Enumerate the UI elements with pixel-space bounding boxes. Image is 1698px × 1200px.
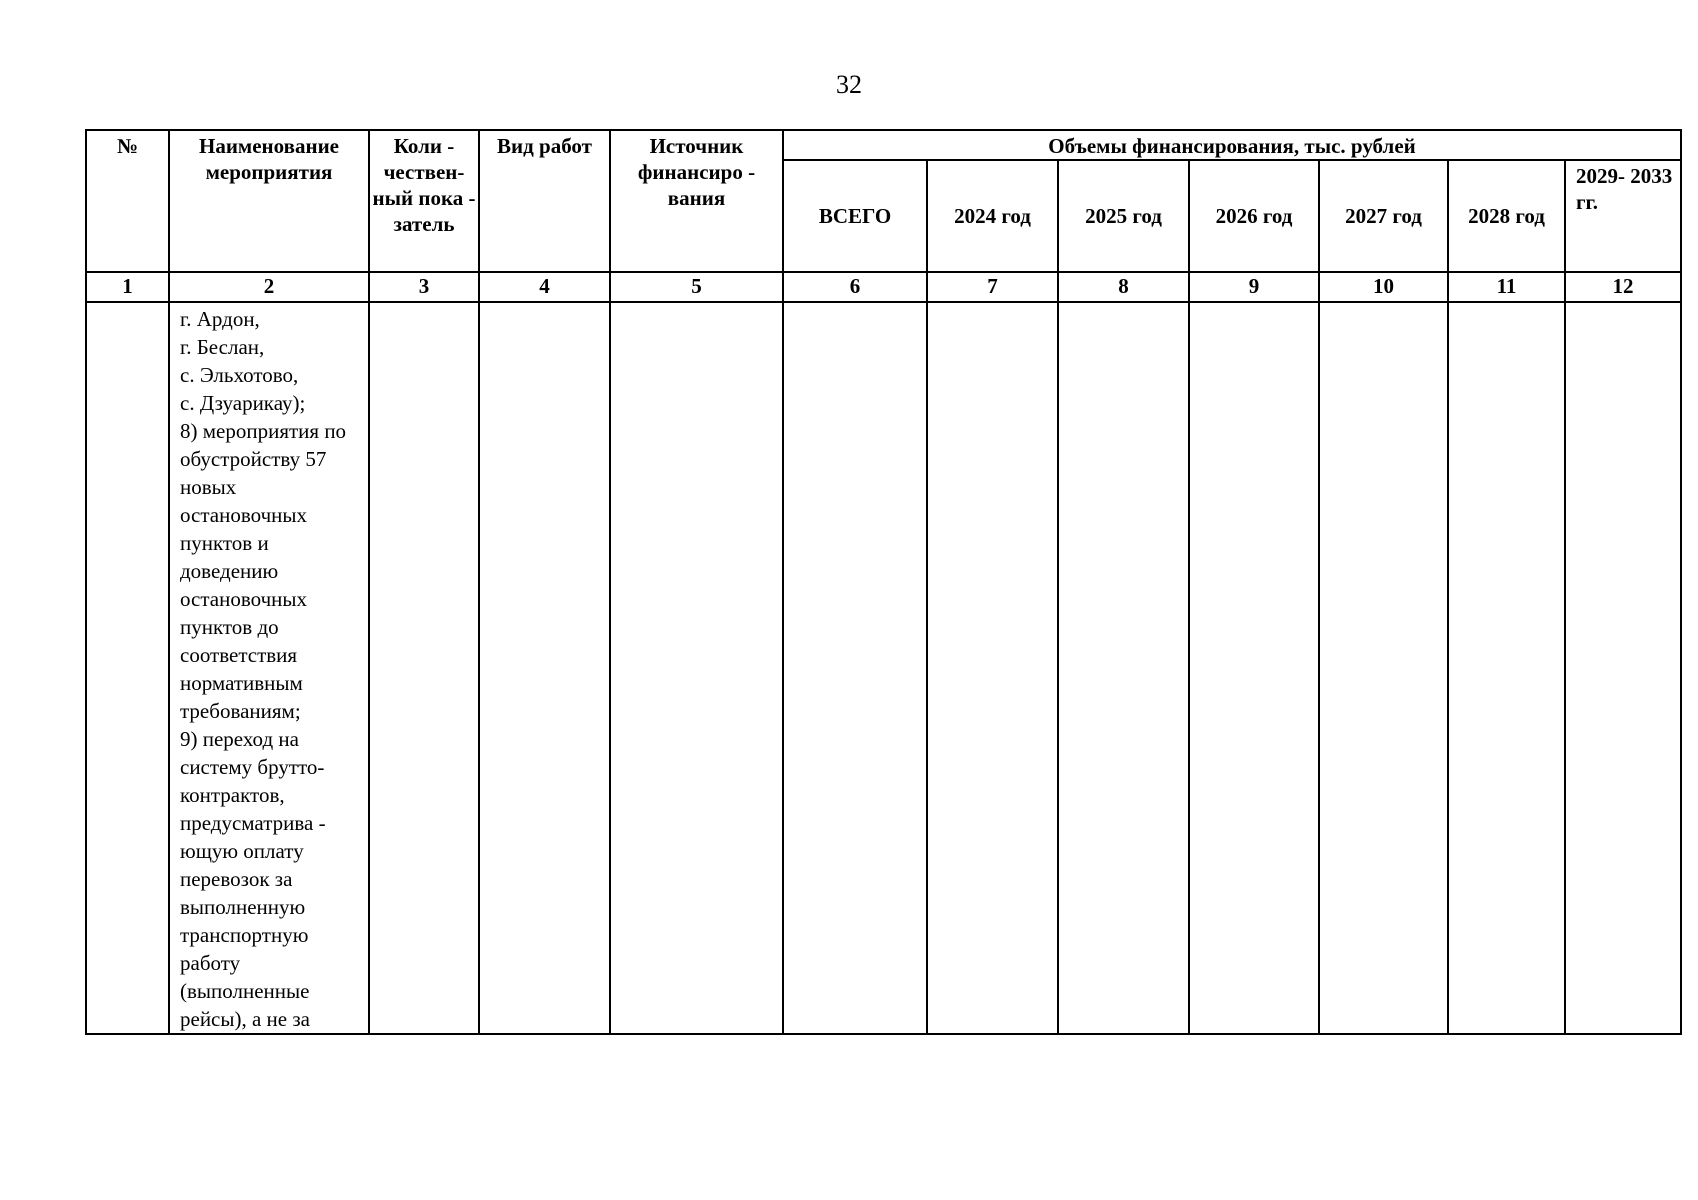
header-year-2026: 2026 год <box>1189 160 1319 272</box>
column-number: 6 <box>783 272 927 302</box>
cell-indicator <box>369 302 479 1034</box>
header-year-2028: 2028 год <box>1448 160 1565 272</box>
column-number: 2 <box>169 272 369 302</box>
header-year-2025: 2025 год <box>1058 160 1189 272</box>
header-source: Источник финансиро - вания <box>610 130 783 272</box>
column-number: 8 <box>1058 272 1189 302</box>
header-name: Наименование мероприятия <box>169 130 369 272</box>
header-total: ВСЕГО <box>783 160 927 272</box>
header-year-2029-2033: 2029- 2033 гг. <box>1565 160 1681 272</box>
column-number: 7 <box>927 272 1058 302</box>
page-number: 32 <box>836 70 862 99</box>
funding-plan-table <box>85 129 1682 1035</box>
header-year-2027: 2027 год <box>1319 160 1448 272</box>
cell-2027 <box>1319 302 1448 1034</box>
cell-2025 <box>1058 302 1189 1034</box>
column-number: 3 <box>369 272 479 302</box>
table-row <box>86 302 1681 1034</box>
cell-num <box>86 302 169 1034</box>
column-number: 10 <box>1319 272 1448 302</box>
column-number-row <box>86 272 1681 302</box>
column-number: 11 <box>1448 272 1565 302</box>
cell-work-type <box>479 302 610 1034</box>
column-number: 12 <box>1565 272 1681 302</box>
column-number: 5 <box>610 272 783 302</box>
cell-name: г. Ардон, г. Беслан, с. Эльхотово, с. Дзуарикау); 8) мероприятия по обустройству 57 новых остановочных пунктов и доведению остановочных пунктов до соответствия нормативным требованиям; 9) переход на систему брутто-контрактов, предусматрива - ющую оплату перевозок за выполненную транспортную работу (выполненные рейсы), а не за <box>169 302 369 1034</box>
header-work-type: Вид работ <box>479 130 610 272</box>
cell-total <box>783 302 927 1034</box>
column-number: 1 <box>86 272 169 302</box>
column-number: 4 <box>479 272 610 302</box>
header-row-main <box>86 130 1681 160</box>
header-num: № <box>86 130 169 272</box>
cell-2026 <box>1189 302 1319 1034</box>
cell-source <box>610 302 783 1034</box>
header-year-2024: 2024 год <box>927 160 1058 272</box>
cell-2024 <box>927 302 1058 1034</box>
header-indicator: Коли - чествен- ный пока - затель <box>369 130 479 272</box>
header-funding-group: Объемы финансирования, тыс. рублей <box>783 130 1681 160</box>
column-number: 9 <box>1189 272 1319 302</box>
cell-2029-2033 <box>1565 302 1681 1034</box>
cell-2028 <box>1448 302 1565 1034</box>
